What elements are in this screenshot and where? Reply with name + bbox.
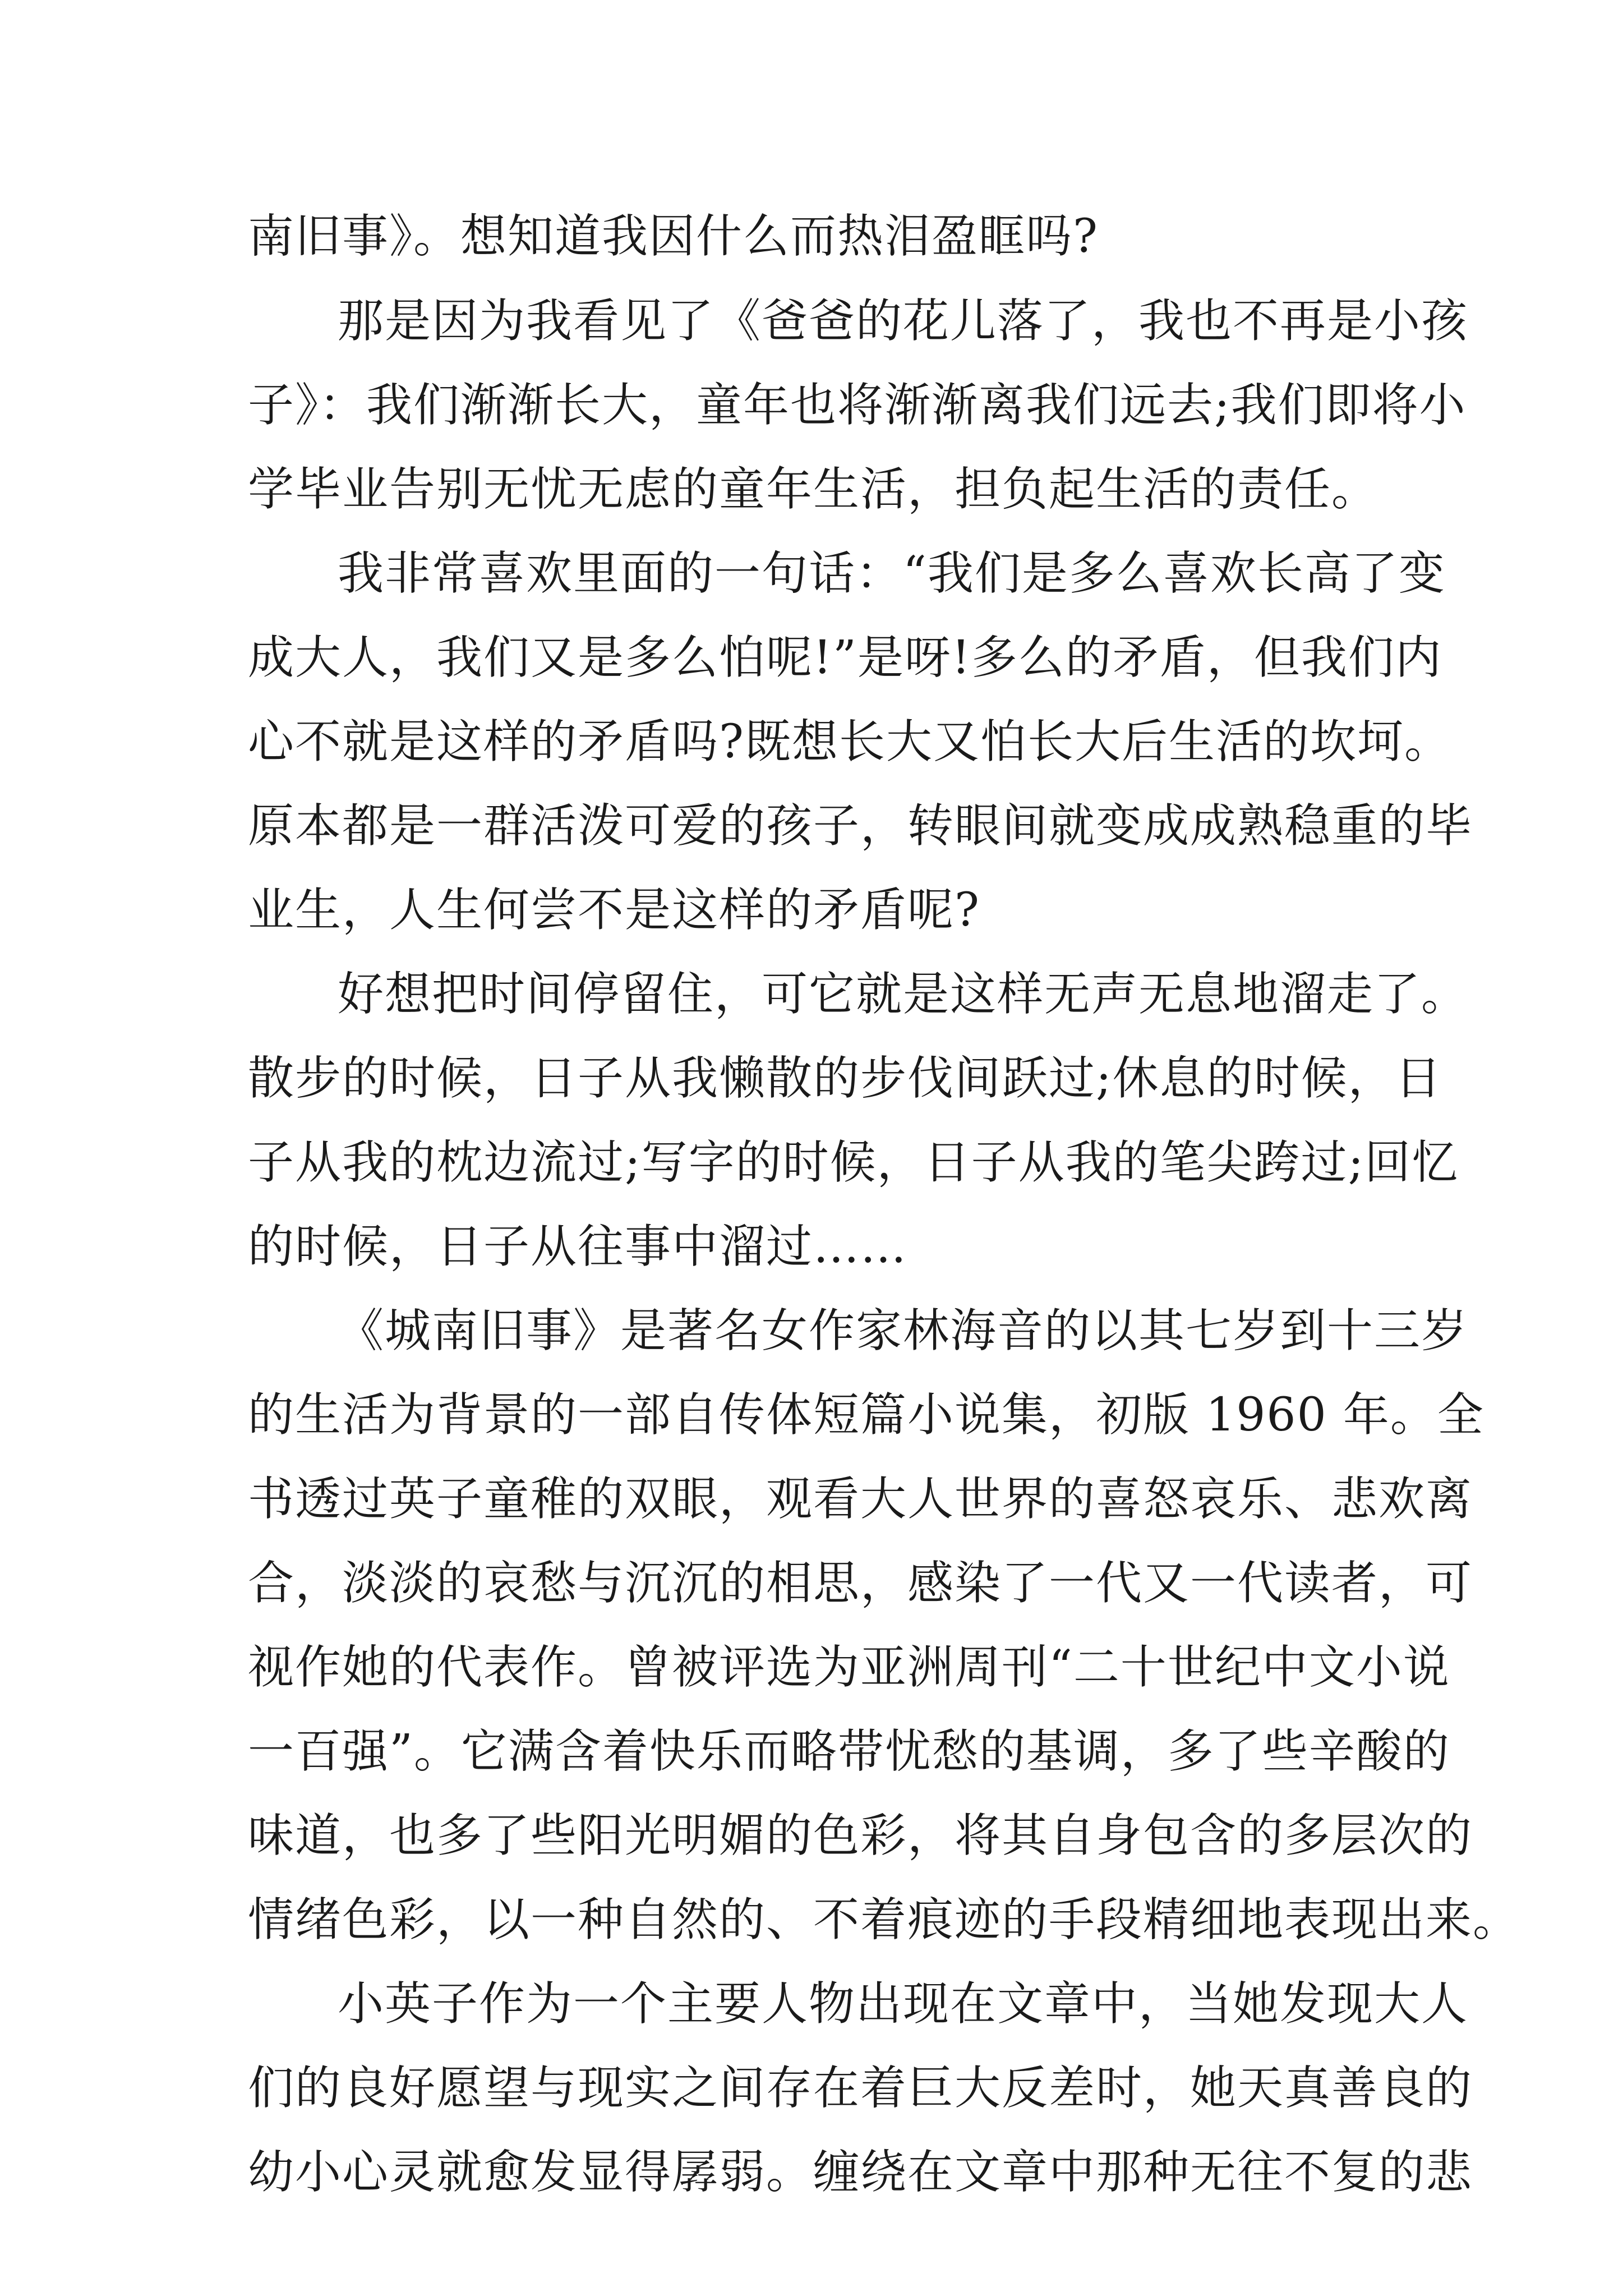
paragraph-first-line: 那是因为我看见了《爸爸的花儿落了，我也不再是小孩 [338, 295, 1469, 348]
text-line: 书透过英子童稚的双眼，观看大人世界的喜怒哀乐、悲欢离 [248, 1473, 1473, 1526]
text-line: 幼小心灵就愈发显得孱弱。缠绕在文章中那种无往不复的悲 [248, 2146, 1473, 2199]
text-line: 业生，人生何尝不是这样的矛盾呢? [248, 884, 980, 937]
text-line: 原本都是一群活泼可爱的孩子，转眼间就变成成熟稳重的毕 [248, 799, 1473, 853]
text-line: 视作她的代表作。曾被评选为亚洲周刊“二十世纪中文小说 [248, 1641, 1450, 1694]
paragraph-first-line: 《城南旧事》是著名女作家林海音的以其七岁到十三岁 [338, 1304, 1469, 1358]
paragraph-first-line: 我非常喜欢里面的一句话：“我们是多么喜欢长高了变 [338, 547, 1446, 600]
text-line: 的生活为背景的一部自传体短篇小说集，初版 1960 年。全 [248, 1388, 1484, 1442]
text-line: 成大人，我们又是多么怕呢!”是呀!多么的矛盾，但我们内 [248, 631, 1442, 684]
text-line: 学毕业告别无忧无虑的童年生活，担负起生活的责任。 [248, 463, 1379, 516]
text-line: 散步的时候，日子从我懒散的步伐间跃过;休息的时候，日 [248, 1052, 1442, 1105]
text-line: 们的良好愿望与现实之间存在着巨大反差时，她天真善良的 [248, 2062, 1473, 2115]
text-line: 情绪色彩，以一种自然的、不着痕迹的手段精细地表现出来。 [248, 1893, 1520, 1947]
text-line: 味道，也多了些阳光明媚的色彩，将其自身包含的多层次的 [248, 1809, 1473, 1862]
text-line: 南旧事》。想知道我因什么而热泪盈眶吗? [248, 210, 1099, 263]
paragraph-first-line: 好想把时间停留住，可它就是这样无声无息地溜走了。 [338, 968, 1469, 1021]
paragraph-first-line: 小英子作为一个主要人物出现在文章中，当她发现大人 [338, 1977, 1469, 2031]
text-line: 子从我的枕边流过;写字的时候，日子从我的笔尖跨过;回忆 [248, 1136, 1459, 1189]
text-line: 心不就是这样的矛盾吗?既想长大又怕长大后生活的坎坷。 [248, 715, 1451, 769]
text-line: 的时候，日子从往事中溜过…… [248, 1220, 908, 1273]
text-line: 一百强”。它满含着快乐而略带忧愁的基调，多了些辛酸的 [248, 1725, 1450, 1778]
text-line: 子》：我们渐渐长大，童年也将渐渐离我们远去;我们即将小 [248, 379, 1467, 432]
text-line: 合，淡淡的哀愁与沉沉的相思，感染了一代又一代读者，可 [248, 1557, 1473, 1610]
